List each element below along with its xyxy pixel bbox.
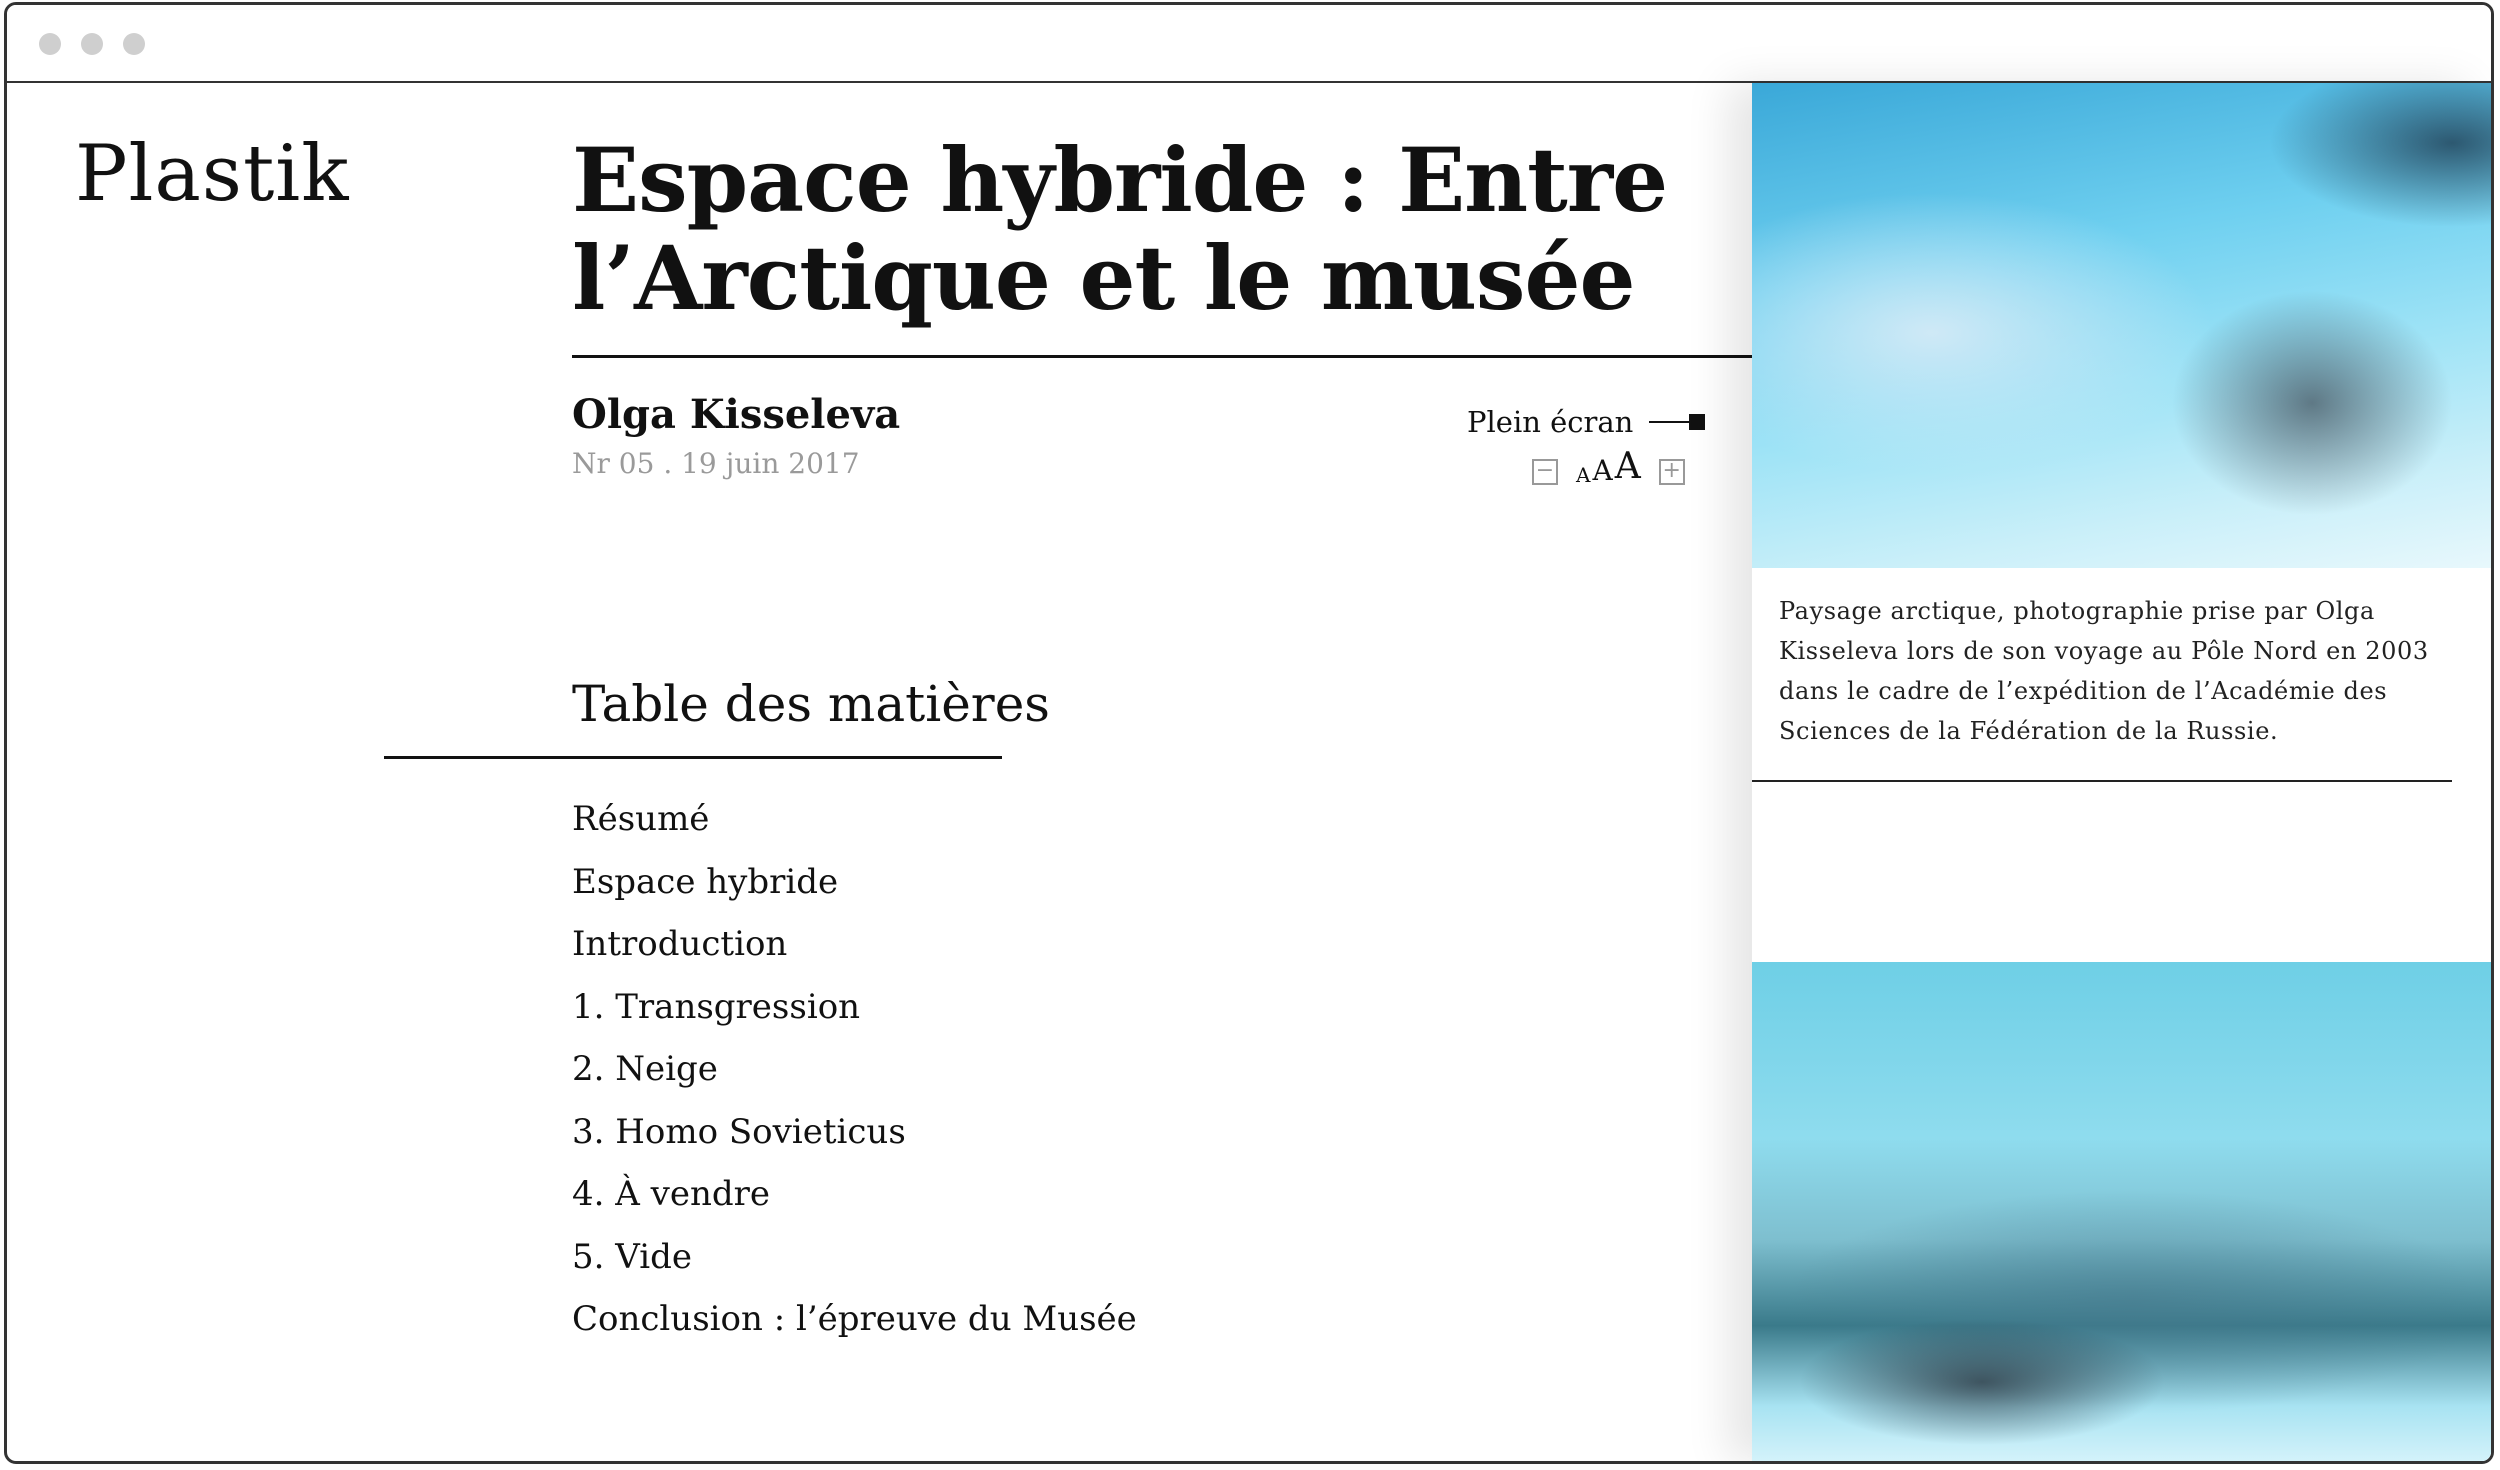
decrease-font-button[interactable]: − bbox=[1532, 459, 1558, 485]
caption-divider bbox=[1752, 780, 2452, 782]
toc-item-homo-sovieticus[interactable]: 3. Homo Sovieticus bbox=[572, 1111, 906, 1152]
photo-caption: Paysage arctique, photographie prise par Olga Kisseleva lors de son voyage au Pôle Nord en 2003 dans le cadre de l’expédition de l’Académie des Sciences de la Fédération de la Russie. bbox=[1779, 597, 2429, 745]
article-author[interactable]: Olga Kisseleva bbox=[572, 391, 901, 438]
toc-item-conclusion[interactable]: Conclusion : l’épreuve du Musée bbox=[572, 1299, 1137, 1339]
page-content bbox=[7, 83, 2491, 1461]
window-close-dot[interactable] bbox=[39, 33, 61, 55]
toc-item-espace-hybride[interactable]: Espace hybride bbox=[572, 861, 839, 902]
toc-divider bbox=[384, 756, 1002, 759]
arctic-landscape-photo[interactable] bbox=[1752, 83, 2494, 568]
toc-item-a-vendre[interactable]: 4. À vendre bbox=[572, 1174, 770, 1214]
font-size-indicator bbox=[1576, 446, 1641, 487]
article-title: Espace hybride : Entre l’Arctique et le musée bbox=[572, 128, 1668, 330]
toc-item-neige[interactable]: 2. Neige bbox=[572, 1049, 718, 1089]
title-divider bbox=[572, 355, 1757, 358]
arctic-mountain-photo[interactable] bbox=[1752, 962, 2494, 1464]
toc-item-resume[interactable]: Résumé bbox=[572, 799, 710, 839]
window-minimize-dot[interactable] bbox=[81, 33, 103, 55]
toc-list bbox=[572, 788, 1137, 1351]
toc-item-vide[interactable]: 5. Vide bbox=[572, 1236, 692, 1277]
font-size-small-letter: A bbox=[1576, 463, 1591, 487]
window-titlebar bbox=[7, 5, 2491, 83]
fullscreen-label: Plein écran bbox=[1467, 405, 1634, 439]
font-size-large-letter: A bbox=[1614, 446, 1641, 487]
increase-font-button[interactable]: + bbox=[1659, 459, 1685, 485]
font-size-control bbox=[1532, 446, 1685, 487]
toc-item-introduction[interactable]: Introduction bbox=[572, 924, 788, 964]
site-logo[interactable]: Plastik bbox=[75, 129, 350, 219]
window-maximize-dot[interactable] bbox=[123, 33, 145, 55]
media-side-panel bbox=[1752, 83, 2491, 1461]
article-issue-date: Nr 05 . 19 juin 2017 bbox=[572, 447, 860, 480]
browser-window bbox=[4, 2, 2494, 1464]
fullscreen-toggle-icon[interactable] bbox=[1649, 414, 1705, 430]
toc-item-transgression[interactable]: 1. Transgression bbox=[572, 986, 861, 1027]
toc-heading: Table des matières bbox=[572, 675, 1050, 733]
fullscreen-button[interactable] bbox=[1467, 405, 1705, 439]
font-size-medium-letter: A bbox=[1592, 454, 1613, 487]
